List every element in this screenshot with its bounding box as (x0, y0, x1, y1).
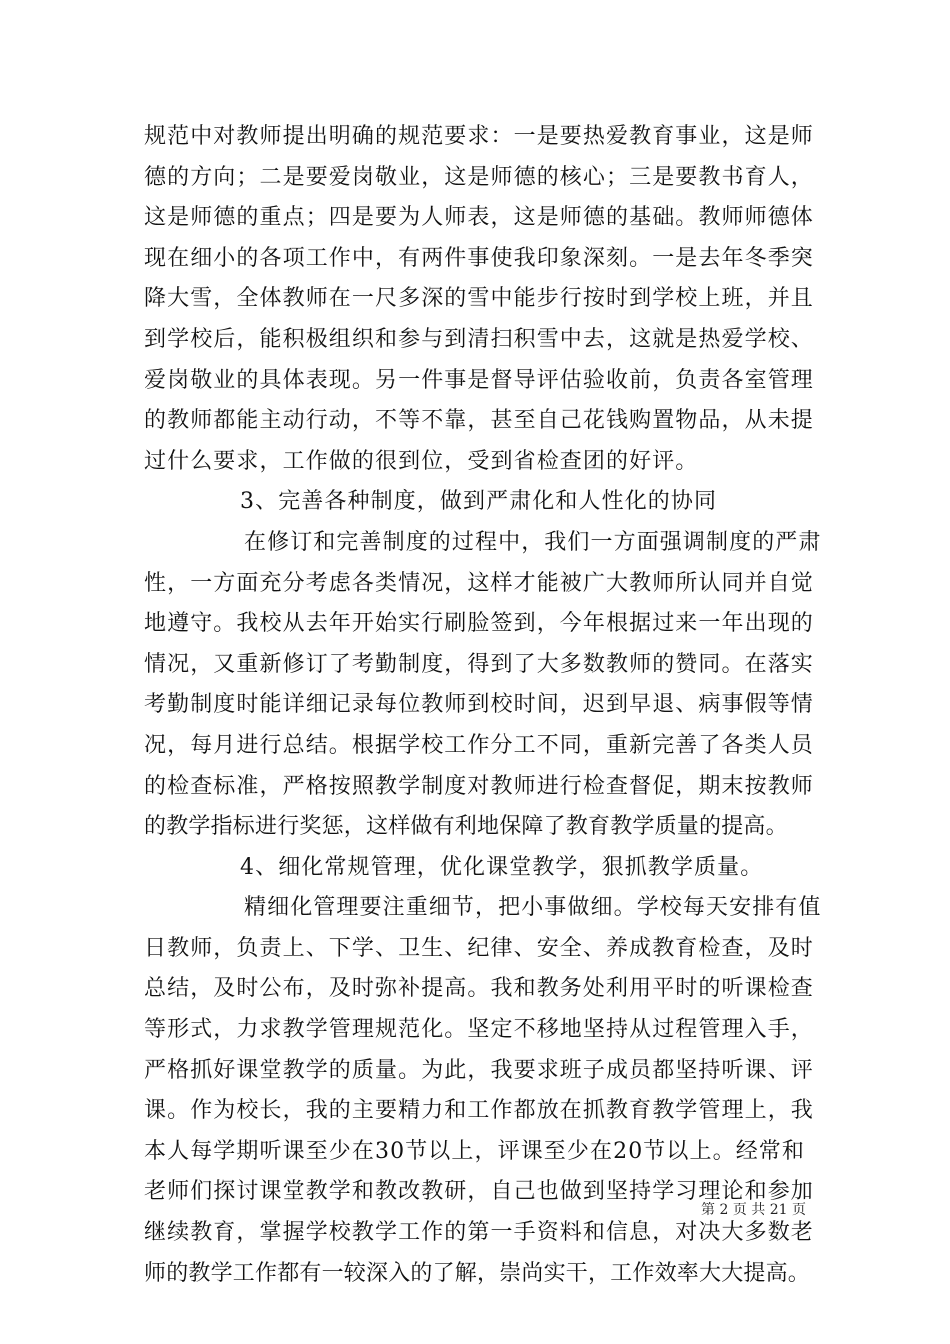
text-line: 况，每月进行总结。根据学校工作分工不同，重新完善了各类人员 (144, 732, 814, 758)
text-line: 这是师德的重点；四是要为人师表，这是师德的基础。教师师德体 (144, 205, 814, 231)
text-line: 本人每学期听课至少在30节以上，评课至少在20节以上。经常和 (144, 1138, 805, 1164)
text-line: 情况，又重新修订了考勤制度，得到了大多数教师的赞同。在落实 (144, 651, 814, 677)
text-line: 到学校后，能积极组织和参与到清扫积雪中去，这就是热爱学校、 (144, 326, 814, 352)
text-line: 日教师，负责上、下学、卫生、纪律、安全、养成教育检查，及时 (144, 935, 814, 961)
text-line: 等形式，力求教学管理规范化。坚定不移地坚持从过程管理入手， (144, 1017, 814, 1043)
text-line: 继续教育，掌握学校教学工作的第一手资料和信息，对决大多数老 (144, 1220, 814, 1246)
text-line: 过什么要求，工作做的很到位，受到省检查团的好评。 (144, 448, 699, 474)
text-line: 地遵守。我校从去年开始实行刷脸签到，今年根据过来一年出现的 (144, 611, 814, 637)
paragraph-start: 精细化管理要注重细节，把小事做细。学校每天安排有值 (244, 895, 822, 921)
text-line: 降大雪，全体教师在一尺多深的雪中能步行按时到学校上班，并且 (144, 286, 814, 312)
page-number-footer: 第 2 页 共 21 页 (701, 1202, 806, 1218)
text-line: 严格抓好课堂教学的质量。为此，我要求班子成员都坚持听课、评 (144, 1057, 814, 1083)
text-line: 的教学指标进行奖惩，这样做有利地保障了教育教学质量的提高。 (144, 814, 788, 840)
text-line: 的教师都能主动行动，不等不靠，甚至自己花钱购置物品，从未提 (144, 408, 814, 434)
text-line: 总结，及时公布，及时弥补提高。我和教务处利用平时的听课检查 (144, 976, 814, 1002)
text-line: 的检查标准，严格按照教学制度对教师进行检查督促，期末按教师 (144, 773, 814, 799)
text-line: 师的教学工作都有一较深入的了解，崇尚实干，工作效率大大提高。 (144, 1260, 811, 1286)
section-heading-3: 3、完善各种制度，做到严肃化和人性化的协同 (240, 489, 718, 515)
text-line: 课。作为校长，我的主要精力和工作都放在抓教育教学管理上，我 (144, 1098, 814, 1124)
text-line: 老师们探讨课堂教学和教改教研，自己也做到坚持学习理论和参加 (144, 1179, 814, 1205)
text-line: 现在细小的各项工作中，有两件事使我印象深刻。一是去年冬季突 (144, 245, 814, 271)
body-text (144, 117, 822, 1294)
text-line: 性，一方面充分考虑各类情况，这样才能被广大教师所认同并自觉 (144, 570, 814, 596)
text-line: 爱岗敬业的具体表现。另一件事是督导评估验收前，负责各室管理 (144, 367, 814, 393)
paragraph-start: 在修订和完善制度的过程中，我们一方面强调制度的严肃 (244, 529, 822, 555)
text-line: 德的方向；二是要爱岗敬业，这是师德的核心；三是要教书育人， (144, 164, 814, 190)
text-line: 规范中对教师提出明确的规范要求：一是要热爱教育事业，这是师 (144, 124, 814, 149)
text-line: 考勤制度时能详细记录每位教师到校时间，迟到早退、病事假等情 (144, 692, 814, 718)
section-heading-4: 4、细化常规管理，优化课堂教学，狠抓教学质量。 (240, 854, 764, 880)
